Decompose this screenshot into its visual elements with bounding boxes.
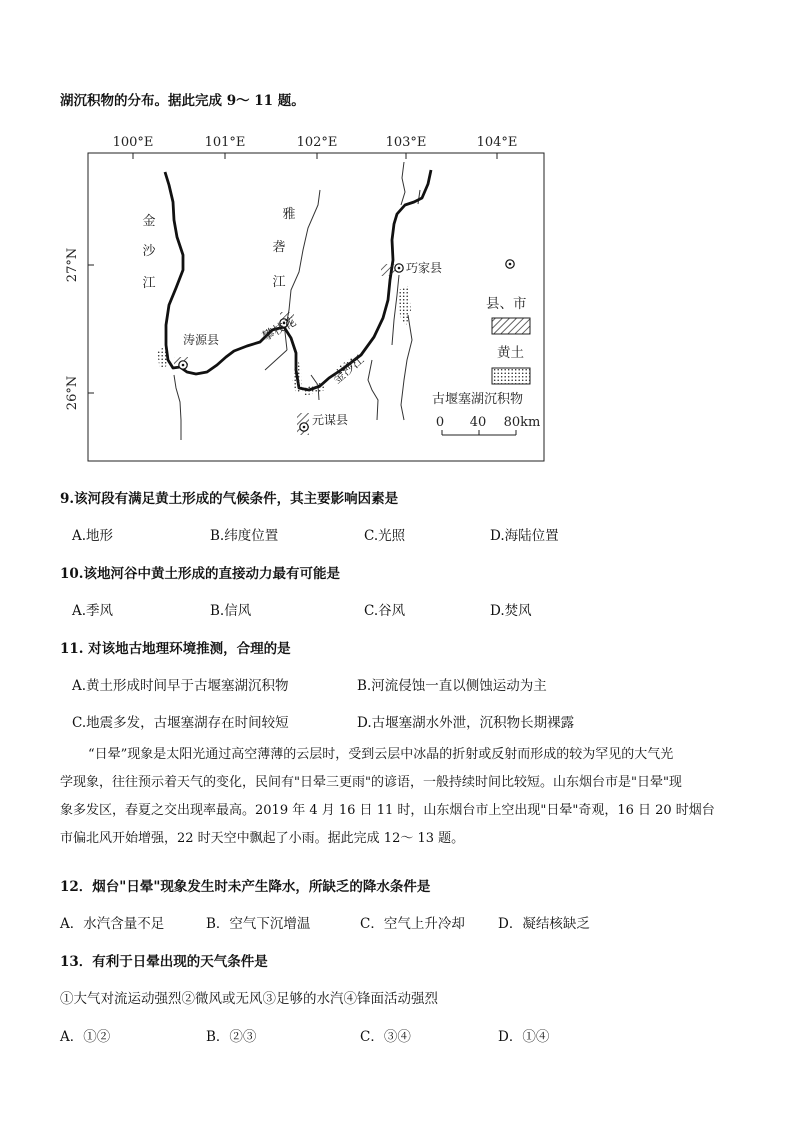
q11-option-d[interactable]: D.古堰塞湖水外泄，沉积物长期裸露 (357, 715, 575, 731)
city-marker-icon (395, 264, 403, 272)
q10-stem: 10.该地河谷中黄土形成的直接动力最有可能是 (60, 566, 340, 582)
lon-label: 104°E (476, 135, 518, 150)
legend-lake-swatch (492, 368, 530, 384)
q12-option-a[interactable]: A．水汽含量不足 (60, 916, 165, 932)
legend-lake-label: 古堰塞湖沉积物 (432, 392, 524, 407)
place-label-qiaojia: 巧家县 (406, 261, 443, 275)
q13-conditions: ①大气对流运动强烈②微风或无风③足够的水汽④锋面活动强烈 (60, 991, 438, 1007)
lon-label: 100°E (112, 135, 154, 150)
intro-line: 湖沉积物的分布。据此完成 9～ 11 题。 (60, 93, 305, 109)
scale-tick-label: 0 (435, 415, 445, 430)
q11-option-c[interactable]: C.地震多发，古堰塞湖存在时间较短 (72, 715, 289, 731)
lon-label: 101°E (204, 135, 246, 150)
q9-option-b[interactable]: B.纬度位置 (210, 528, 279, 544)
lat-label: 27°N (65, 247, 80, 283)
q10-option-a[interactable]: A.季风 (72, 603, 114, 619)
q9-option-d[interactable]: D.海陆位置 (490, 528, 559, 544)
q13-option-c[interactable]: C．③④ (360, 1029, 411, 1045)
place-label-panzhihua: 攀枝花 (259, 314, 299, 344)
river-label-yalong: 江 (272, 275, 286, 290)
river-label-yalong: 砻 (272, 240, 286, 255)
passage-line: 学现象，往往预示着天气的变化，民间有"日晕三更雨"的谚语，一般持续时间比较短。山东烟台市是"日晕"现 (60, 775, 682, 790)
q12-option-b[interactable]: B．空气下沉增温 (206, 916, 311, 932)
q13-option-b[interactable]: B．②③ (206, 1029, 257, 1045)
q12-option-c[interactable]: C．空气上升冷却 (360, 916, 465, 932)
lat-label: 26°N (65, 375, 80, 411)
passage-line: 象多发区，春夏之交出现率最高。2019 年 4 月 16 日 11 时，山东烟台市上空出现"日晕"奇观，16 日 20 时烟台 (60, 803, 715, 818)
river-label-jinsha: 江 (142, 276, 156, 291)
lon-label: 103°E (385, 135, 427, 150)
q10-option-b[interactable]: B.信风 (210, 603, 252, 619)
q13-option-a[interactable]: A．①② (60, 1029, 111, 1045)
q11-option-a[interactable]: A.黄土形成时间早于古堰塞湖沉积物 (72, 678, 289, 694)
scale-bar (436, 415, 541, 435)
q12-stem: 12．烟台"日晕"现象发生时未产生降水，所缺乏的降水条件是 (60, 879, 431, 895)
tributaries (174, 162, 420, 440)
q13-stem: 13．有利于日晕出现的天气条件是 (60, 954, 268, 970)
q11-option-b[interactable]: B.河流侵蚀一直以侧蚀运动为主 (357, 678, 547, 694)
river-label-jinsha: 沙 (142, 244, 156, 259)
legend-city-label: 县、市 (486, 296, 527, 312)
legend-loess-label: 黄土 (497, 345, 524, 361)
q11-stem: 11. 对该地古地理环境推测，合理的是 (60, 641, 291, 657)
q13-option-d[interactable]: D．①④ (498, 1029, 550, 1045)
q10-option-c[interactable]: C.谷风 (364, 603, 406, 619)
scale-tick-label: 40 (469, 415, 487, 430)
q12-option-d[interactable]: D．凝结核缺乏 (498, 916, 590, 932)
passage-line: “日晕”现象是太阳光通过高空薄薄的云层时，受到云层中冰晶的折射或反射而形成的较为罕见的大气光 (88, 747, 674, 762)
city-marker-icon (300, 423, 308, 431)
q9-option-c[interactable]: C.光照 (364, 528, 406, 544)
city-marker-icon (179, 361, 187, 369)
q9-option-a[interactable]: A.地形 (72, 528, 114, 544)
legend-city-icon (506, 260, 514, 268)
legend (432, 260, 530, 407)
passage-line: 市偏北风开始增强，22 时天空中飘起了小雨。据此完成 12～ 13 题。 (60, 831, 465, 846)
river-label-yalong: 雅 (282, 207, 296, 222)
lon-label: 102°E (296, 135, 338, 150)
q10-option-d[interactable]: D.焚风 (490, 603, 532, 619)
place-label-taoyuan: 涛源县 (183, 333, 220, 347)
jinsha-river (165, 170, 431, 390)
legend-loess-swatch (492, 318, 530, 334)
place-label-yuanmou: 元谋县 (312, 413, 349, 427)
q9-stem: 9.该河段有满足黄土形成的气候条件，其主要影响因素是 (60, 491, 399, 507)
river-label-jinsha: 金 (142, 214, 156, 229)
river-label-jinsha-mid: 金沙江 (329, 352, 367, 387)
scale-tick-label: 80km (503, 415, 541, 430)
